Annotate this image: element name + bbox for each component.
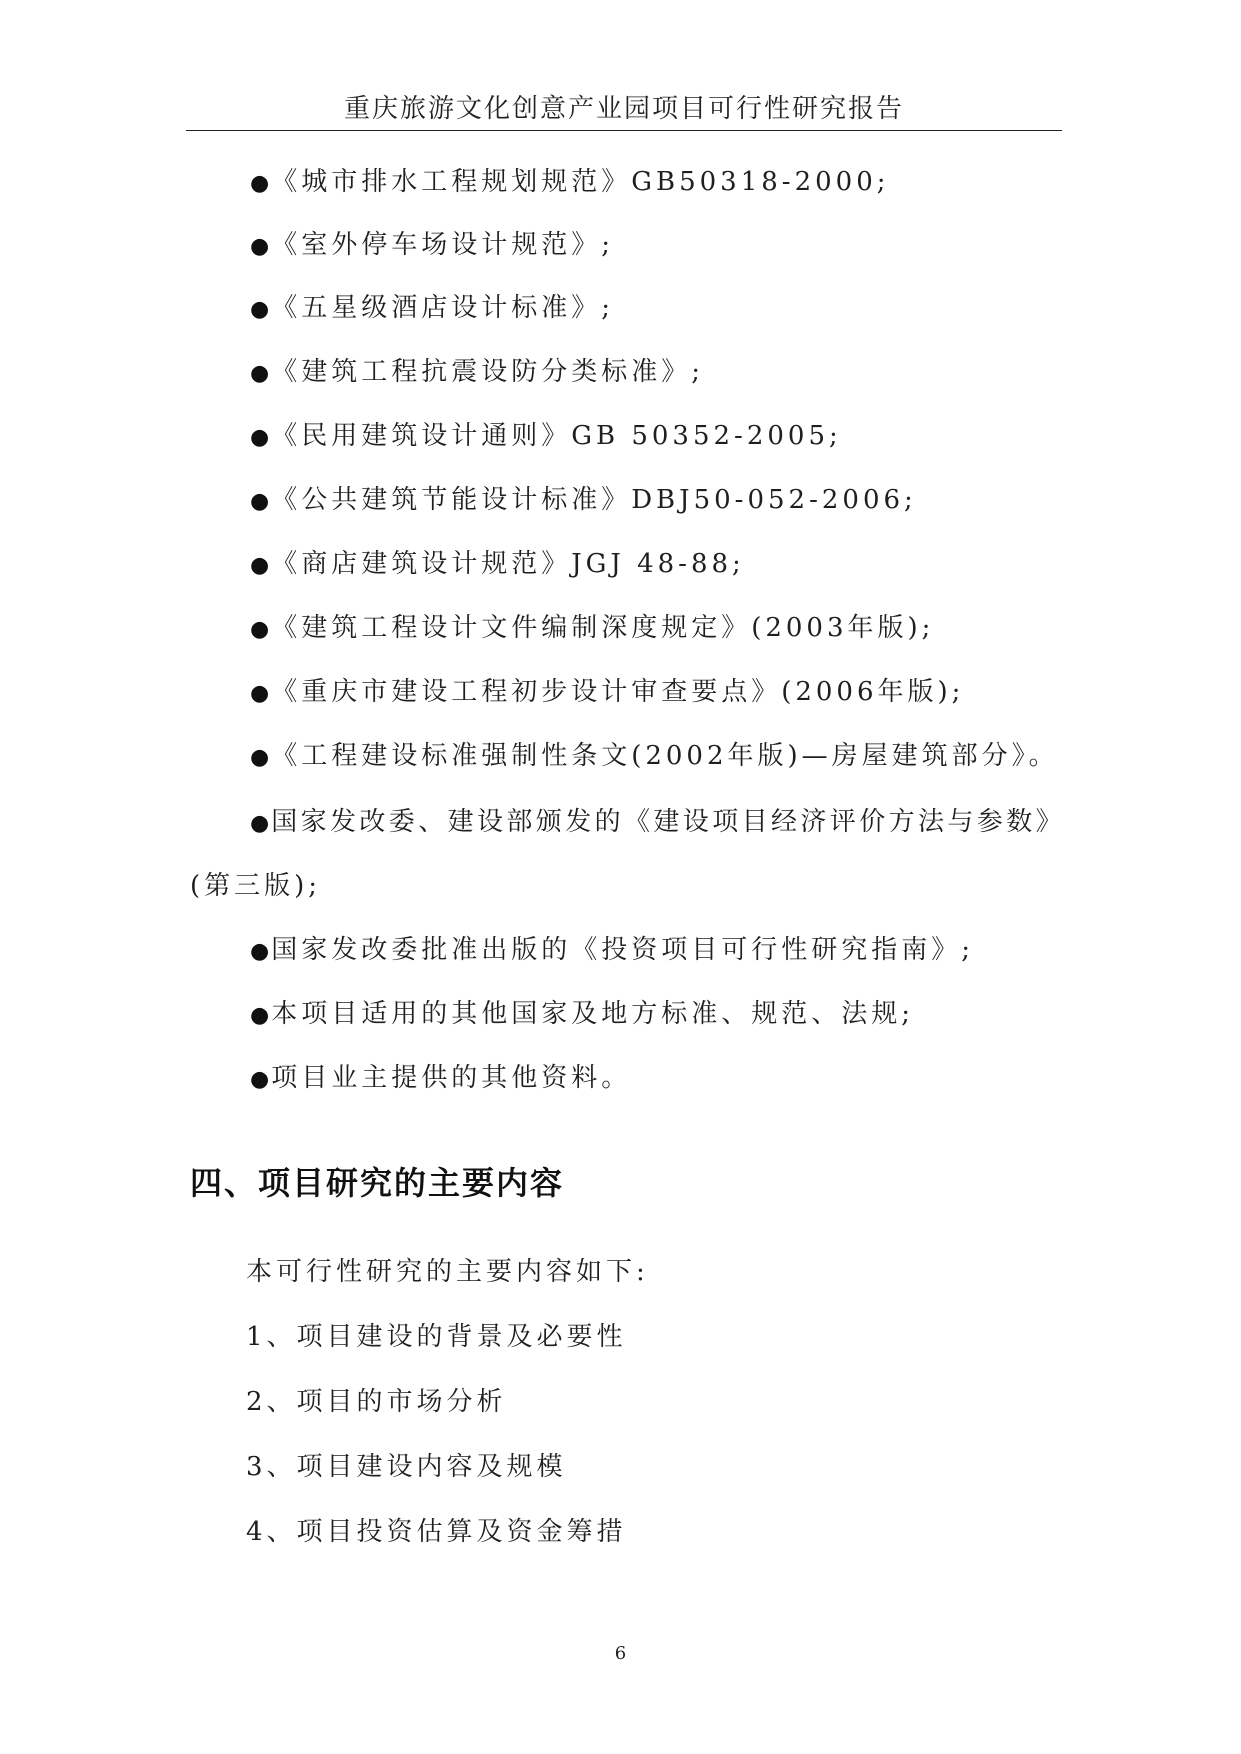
list-item [250, 548, 745, 582]
list-item [250, 740, 1059, 774]
page-number: 6 [614, 1643, 627, 1664]
list-item [250, 612, 934, 646]
list-item [250, 420, 842, 454]
list-item [250, 1062, 631, 1096]
list-item-text: 《室外停车场设计规范》; [271, 230, 614, 260]
list-item-text: 国家发改委批准出版的《投资项目可行性研究指南》; [271, 935, 974, 965]
list-item-text: 《五星级酒店设计标准》; [271, 293, 614, 323]
page-header [186, 84, 1062, 131]
section-heading: 四、项目研究的主要内容 [190, 1164, 565, 1202]
report-title: 重庆旅游文化创意产业园项目可行性研究报告 [343, 94, 904, 124]
bullet-icon: ● [250, 425, 270, 450]
bullet-icon: ● [250, 811, 270, 836]
list-item: 4、项目投资估算及资金筹措 [246, 1517, 627, 1547]
list-item-text: 《城市排水工程规划规范》GB50318-2000; [271, 167, 890, 197]
list-item [250, 229, 614, 263]
list-item [250, 292, 614, 326]
bullet-icon: ● [250, 617, 270, 642]
bullet-icon: ● [250, 681, 270, 706]
list-item [250, 356, 704, 390]
list-item-text: 《建筑工程设计文件编制深度规定》(2003年版); [271, 613, 935, 643]
list-item [250, 484, 917, 518]
bullet-icon: ● [250, 553, 270, 578]
bullet-icon: ● [250, 1067, 270, 1092]
list-item-text: 《重庆市建设工程初步设计审查要点》(2006年版); [271, 677, 965, 707]
bullet-icon: ● [250, 745, 270, 770]
list-item-text: 本项目适用的其他国家及地方标准、规范、法规; [271, 999, 914, 1029]
list-item [250, 934, 974, 968]
bullet-icon: ● [250, 234, 270, 259]
list-item [250, 806, 1065, 840]
bullet-icon: ● [250, 361, 270, 386]
list-item [250, 166, 890, 200]
list-item [250, 998, 914, 1032]
list-item: 1、项目建设的背景及必要性 [246, 1322, 627, 1352]
list-item-text: 项目业主提供的其他资料。 [271, 1063, 632, 1093]
list-item-text: 《建筑工程抗震设防分类标准》; [271, 357, 704, 387]
list-item [250, 676, 964, 710]
bullet-icon: ● [250, 1003, 270, 1028]
list-item-continuation: (第三版); [190, 871, 322, 901]
bullet-icon: ● [250, 171, 270, 196]
list-item-text: 国家发改委、建设部颁发的《建设项目经济评价方法与参数》 [271, 807, 1066, 837]
list-item: 2、项目的市场分析 [246, 1387, 507, 1417]
list-item-text: 《民用建筑设计通则》GB 50352-2005; [271, 421, 842, 451]
list-item-text: 《公共建筑节能设计标准》DBJ50-052-2006; [271, 485, 917, 515]
list-item-text: 《商店建筑设计规范》JGJ 48-88; [271, 549, 745, 579]
list-item: 3、项目建设内容及规模 [246, 1452, 567, 1482]
list-item-text: 《工程建设标准强制性条文(2002年版)—房屋建筑部分》。 [271, 741, 1059, 771]
bullet-icon: ● [250, 489, 270, 514]
section-intro: 本可行性研究的主要内容如下: [246, 1257, 649, 1287]
bullet-icon: ● [250, 939, 270, 964]
bullet-icon: ● [250, 297, 270, 322]
